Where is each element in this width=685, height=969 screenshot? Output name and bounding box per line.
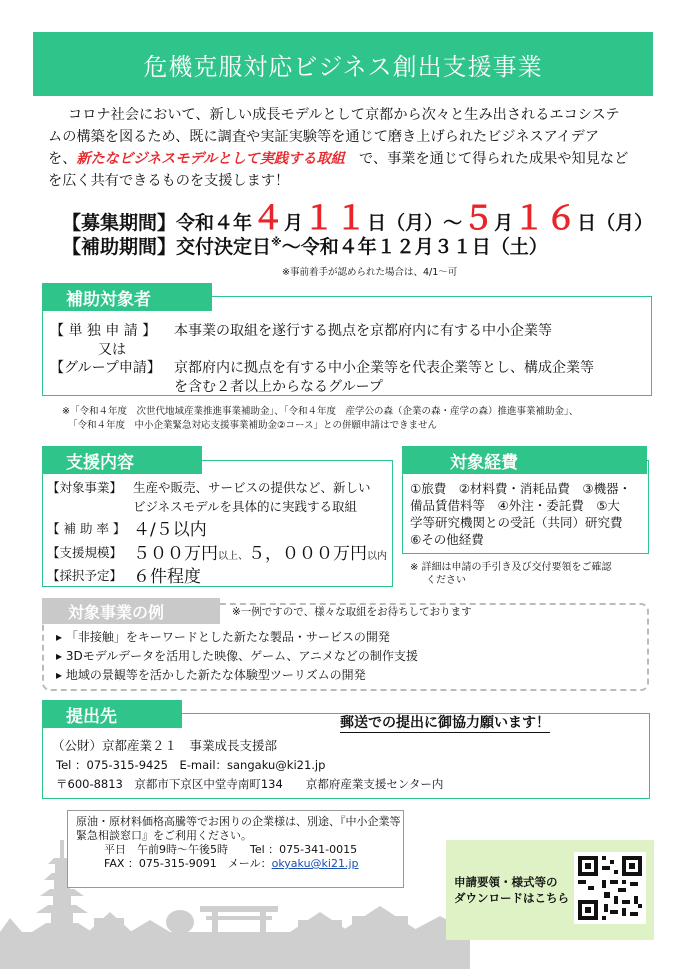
eligible-group-label: 【グループ申請】 xyxy=(50,360,161,376)
recruit-day-end: １６ xyxy=(513,199,578,237)
eligible-note-2: 「令和４年度 中小企業緊急対応支援事業補助金②コース」との併願申請はできません xyxy=(68,420,438,431)
support-tab xyxy=(42,446,202,474)
examples-item xyxy=(56,647,418,666)
examples-tab xyxy=(42,598,220,624)
examples-item-text: 地域の景観等を活かした新たな体験型ツーリズムの開発 xyxy=(65,668,366,682)
title-banner xyxy=(33,32,653,96)
submit-mail-note: 郵送での提出に御協力願います！ xyxy=(340,712,550,733)
bullet-icon: ▸ xyxy=(56,630,66,644)
eligible-note-1: ※「令和４年度 次世代地域産業推進事業補助金」、「令和４年度 産学公の森（企業の森・産学の森）推進事業補助金」、 xyxy=(62,406,579,417)
eligible-single-label: 【 単 独 申 請 】 xyxy=(50,323,157,339)
recruit-month-unit-2: 月 xyxy=(494,212,514,234)
expenses-line-2: 備品賃借料等 ④外注・委託費 ⑤大 xyxy=(410,498,620,513)
subsidy-mark: ※ xyxy=(271,235,282,249)
bullet-icon: ▸ xyxy=(56,649,66,663)
support-scale-min: ５００万円 xyxy=(133,544,218,564)
subsidy-text: ～令和４年１２月３１日（土） xyxy=(281,236,548,258)
download-panel xyxy=(446,840,654,940)
intro-paragraph xyxy=(48,104,648,192)
support-count-label: 【採択予定】 xyxy=(47,568,123,583)
examples-tab-label: 対象事業の例 xyxy=(68,602,165,622)
consult-fax: FAX ：075-315-9091 xyxy=(104,857,228,870)
recruit-month-start: ４ xyxy=(252,199,285,237)
consult-line-2: 緊急相談窓口』をご利用ください。 xyxy=(76,829,252,842)
submit-address: 〒600-8813 京都市下京区中堂寺南町134 京都府産業支援センター内 xyxy=(56,777,444,791)
intro-line-3 xyxy=(48,148,648,170)
support-rate-label: 【 補 助 率 】 xyxy=(47,521,126,536)
support-scale-max-suffix: 以内 xyxy=(367,551,387,562)
eligible-tab-label: 補助対象者 xyxy=(66,289,151,310)
support-business-label: 【対象事業】 xyxy=(47,480,123,495)
eligible-or: 又は xyxy=(98,342,126,358)
examples-list xyxy=(56,628,418,685)
support-scale-value xyxy=(133,539,387,564)
intro-highlight: 新たなビジネスモデルとして実践する取組 xyxy=(76,151,345,167)
examples-item-text: 「非接触」をキーワードとした新たな製品・サービスの開発 xyxy=(65,630,390,644)
download-line-2: ダウンロードはこちら xyxy=(454,891,569,905)
submit-tel: Tel ：075-315-9425 E-mail：sangaku@ki21.jp xyxy=(56,758,326,772)
note-early-start: ※事前着手が認められた場合は、4/1～可 xyxy=(282,267,458,278)
qr-code-icon[interactable] xyxy=(574,852,646,924)
examples-note: ※一例ですので、様々な取組をお待ちしております xyxy=(232,606,472,618)
eligible-group-text-2: を含む２者以上からなるグループ xyxy=(174,379,383,395)
consult-box xyxy=(67,810,404,888)
examples-item xyxy=(56,666,418,685)
recruit-day-unit-1: 日（月）～ xyxy=(367,212,463,234)
support-scale-label: 【支援規模】 xyxy=(47,545,123,560)
subsidy-label: 【補助期間】交付決定日 xyxy=(62,236,272,258)
recruit-month-unit-1: 月 xyxy=(284,212,304,234)
intro-line-2: ムの構築を図るため、既に調査や実証実験等を通じて磨き上げられたビジネスアイデア xyxy=(48,129,600,145)
support-rate-value: ４/５以内 xyxy=(133,520,207,540)
support-count-value: ６件程度 xyxy=(133,567,201,587)
expenses-list xyxy=(410,480,631,548)
bullet-icon: ▸ xyxy=(56,668,66,682)
expenses-note-1: ※ 詳細は申請の手引き及び交付要領をご確認 xyxy=(410,562,612,573)
eligible-group-text-1: 京都府内に拠点を有する中小企業等を代表企業等とし、構成企業等 xyxy=(174,360,594,376)
consult-hours-tel: 平日 午前9時～午後5時 Tel ：075-341-0015 xyxy=(104,843,358,856)
intro-line-1: コロナ社会において、新しい成長モデルとして京都から次々と生み出されるエコシステ xyxy=(68,107,620,123)
support-business-text-1: 生産や販売、サービスの提供など、新しい xyxy=(133,480,371,495)
intro-line-3-post: で、事業を通じて得られた成果や知見など xyxy=(359,151,629,167)
examples-item-text: 3Dモデルデータを活用した映像、ゲーム、アニメなどの制作支援 xyxy=(65,649,418,663)
consult-mail-link[interactable]: okyaku@ki21.jp xyxy=(271,857,359,870)
expenses-tab xyxy=(402,446,647,474)
support-scale-min-suffix: 以上、 xyxy=(218,551,248,562)
subsidy-period xyxy=(62,232,548,259)
expenses-line-3: 学等研究機関との受託（共同）研究費 xyxy=(410,515,623,530)
submit-tab xyxy=(42,700,182,728)
download-line-1: 申請要領・様式等の xyxy=(454,875,558,889)
recruit-month-end: ５ xyxy=(462,199,495,237)
submit-org: （公財）京都産業２１ 事業成長支援部 xyxy=(52,738,278,753)
intro-line-4: を広く共有できるものを支援します！ xyxy=(48,173,290,189)
consult-line-1: 原油・原材料価格高騰等でお困りの企業様は、別途、『中小企業等 xyxy=(76,815,401,828)
intro-line-3-pre: を、 xyxy=(48,151,77,167)
page-title: 危機克服対応ビジネス創出支援事業 xyxy=(143,52,543,81)
consult-fax-mail xyxy=(76,857,401,871)
recruit-label: 【募集期間】令和４年 xyxy=(62,212,253,234)
examples-item xyxy=(56,628,418,647)
expenses-line-1: ①旅費 ②材料費・消耗品費 ③機器・ xyxy=(410,481,632,496)
expenses-tab-label: 対象経費 xyxy=(450,452,518,473)
eligible-tab xyxy=(42,283,212,311)
eligible-single-text: 本事業の取組を遂行する拠点を京都府内に有する中小企業等 xyxy=(174,323,552,339)
expenses-line-4: ⑥その他経費 xyxy=(410,532,484,547)
support-tab-label: 支援内容 xyxy=(66,452,134,473)
consult-mail-label: メール： xyxy=(227,857,272,870)
support-business-text-2: ビジネスモデルを具体的に実践する取組 xyxy=(133,499,358,514)
expenses-note-2: ください xyxy=(426,575,466,586)
recruit-day-start: １１ xyxy=(303,199,368,237)
submit-tab-label: 提出先 xyxy=(66,706,117,727)
support-scale-max: ５，０００万円 xyxy=(248,544,367,564)
recruit-day-unit-2: 日（月） xyxy=(577,212,654,234)
